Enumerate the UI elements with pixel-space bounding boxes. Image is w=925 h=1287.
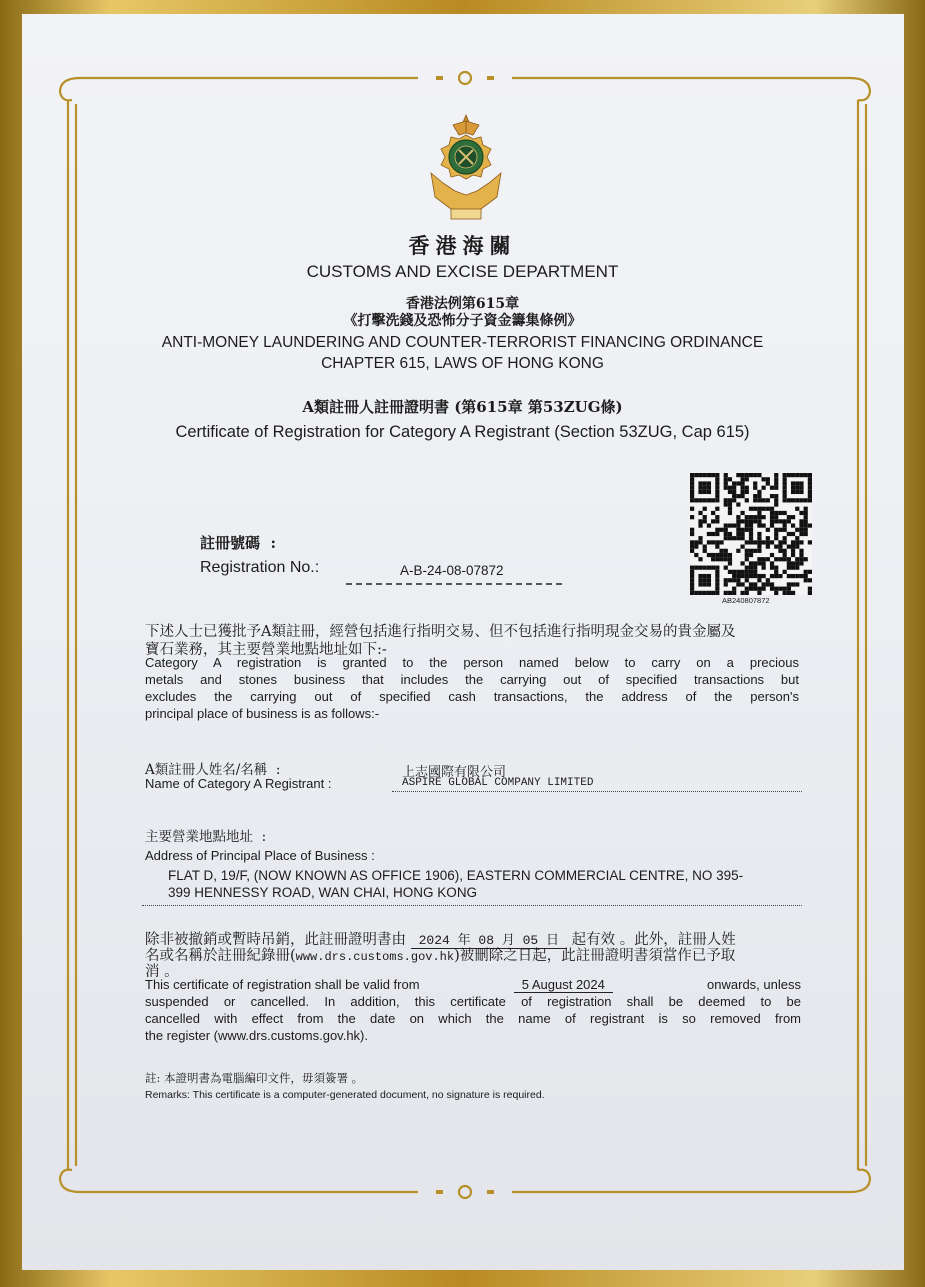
certificate-title-chinese: A類註冊人註冊證明書 (第615章 第53ZUG條) (302, 398, 623, 416)
validity-chinese-2b: )被刪除之日起，此註冊證明書須當作已予取 (454, 948, 736, 964)
validity-english-1a: This certificate of registration shall be valid from (145, 977, 420, 992)
validity-english-1b: onwards, unless (707, 977, 801, 992)
grant-text-english-3: excludes the carrying out of specified cash transactions, the address of the person's (145, 689, 799, 704)
registration-number: A-B-24-08-07872 (400, 563, 504, 578)
validity-date-chinese: 2024 年 08 月 05 日 (411, 929, 567, 949)
registrant-underline (392, 791, 802, 792)
validity-english-2: suspended or cancelled. In addition, this certificate of registration shall be deemed to be (145, 994, 801, 1009)
qr-code (690, 473, 812, 595)
registrant-label-chinese: A類註冊人姓名/名稱 : (145, 762, 281, 778)
validity-chinese-2a: 名或名稱於註冊紀錄冊( (145, 948, 296, 964)
remarks-english: Remarks: This certificate is a computer-generated document, no signature is required. (145, 1089, 545, 1101)
grant-text-english-1: Category A registration is granted to the person named below to carry on a precious (145, 655, 799, 670)
qr-caption: AB240807872 (722, 596, 770, 605)
dept-name-chinese: 香港海關 (408, 233, 517, 258)
validity-chinese-1b: 起有效 。此外，註冊人姓 (571, 932, 736, 948)
registration-label-english: Registration No.: (200, 559, 320, 576)
ordinance-title-chinese: 《打擊洗錢及恐怖分子資金籌集條例》 (343, 313, 582, 329)
register-url: www.drs.customs.gov.hk (295, 950, 455, 964)
validity-english-1 (145, 977, 801, 993)
ordinance-title-english: ANTI-MONEY LAUNDERING AND COUNTER-TERRORIST FINANCING ORDINANCE (161, 334, 764, 351)
registrant-name-chinese: 上志國際有限公司 (402, 765, 507, 780)
dept-name-english: CUSTOMS AND EXCISE DEPARTMENT (306, 262, 619, 281)
registrant-name-english: ASPIRE GLOBAL COMPANY LIMITED (402, 777, 594, 789)
registration-label-chinese: 註冊號碼 : (200, 534, 276, 552)
validity-english-3: cancelled with effect from the date on which the name of registrant is so removed from (145, 1011, 801, 1026)
validity-english-4: the register (www.drs.customs.gov.hk). (145, 1028, 368, 1043)
registration-underline (346, 583, 562, 585)
validity-date-english: 5 August 2024 (514, 977, 613, 993)
address-label-english: Address of Principal Place of Business : (145, 848, 375, 863)
grant-text-english-2: metals and stones business that includes the carrying out of specified transactions but (145, 672, 799, 687)
address-underline (142, 905, 802, 906)
validity-chinese-3: 消 。 (145, 964, 179, 980)
chapter-chinese: 香港法例第615章 (405, 296, 520, 312)
grant-text-chinese-2: 寶石業務，其主要營業地點地址如下:- (145, 642, 387, 658)
address-label-chinese: 主要營業地點地址 : (145, 829, 267, 845)
address-line-2: 399 HENNESSY ROAD, WAN CHAI, HONG KONG (168, 885, 478, 900)
certificate-title-english: Certificate of Registration for Category A Registrant (Section 53ZUG, Cap 615) (175, 423, 750, 441)
grant-text-chinese-1: 下述人士已獲批予A類註冊，經營包括進行指明交易、但不包括進行指明現金交易的貴金屬及 (145, 624, 736, 640)
customs-emblem (421, 113, 511, 225)
remarks-chinese: 註: 本證明書為電腦編印文件，毋須簽署 。 (145, 1071, 364, 1085)
address-line-1: FLAT D, 19/F, (NOW KNOWN AS OFFICE 1906), EASTERN COMMERCIAL CENTRE, NO 395- (168, 868, 744, 883)
registrant-label-english: Name of Category A Registrant : (145, 776, 332, 791)
grant-text-english-4: principal place of business is as follows:- (145, 706, 380, 721)
validity-chinese-2 (145, 944, 735, 965)
chapter-english: CHAPTER 615, LAWS OF HONG KONG (321, 355, 604, 372)
validity-chinese-1a: 除非被撤銷或暫時吊銷，此註冊證明書由 (145, 932, 406, 948)
